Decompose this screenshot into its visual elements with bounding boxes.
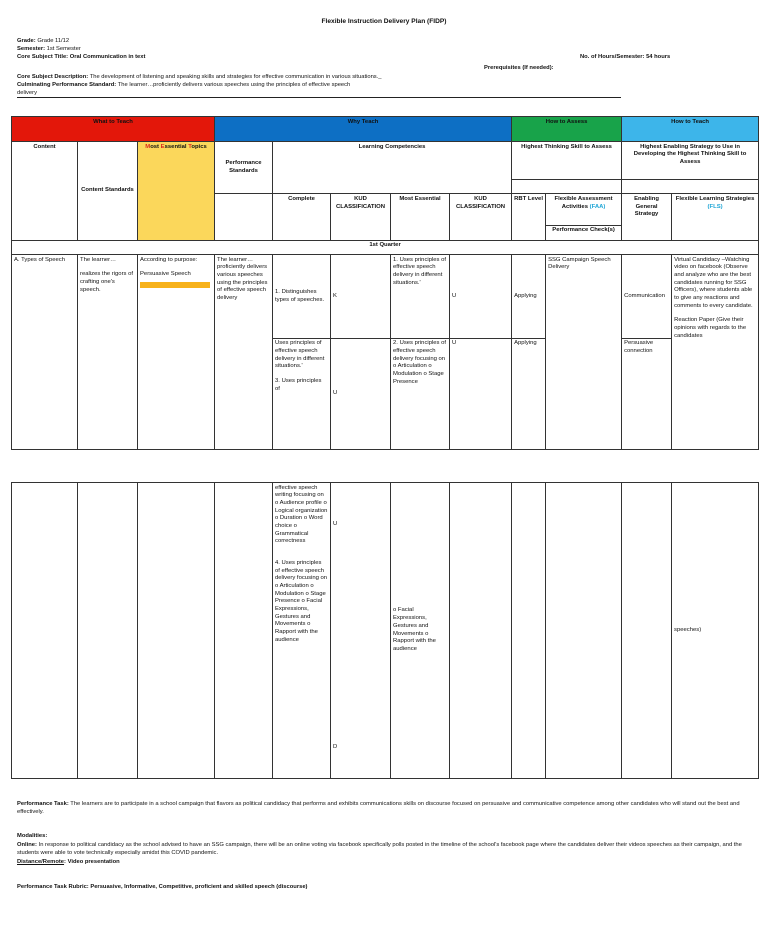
row1-competency-2: Uses principles of effective speech delivery in different situations.' 3. Uses principles of xyxy=(273,338,331,449)
performance-task: Performance Task: The learners are to participate in a school campaign that flavors as political candidacy that performs and exhibits communications skills on discourse focused on persuasive and communicative competence among other candidates who will stand out the best and effectively. xyxy=(17,801,740,816)
highlight-bar xyxy=(140,282,210,288)
row1-faa: SSG Campaign Speech Delivery xyxy=(546,255,622,450)
distance-modality: Distance/Remote: Video presentation xyxy=(17,859,120,865)
performance-standards-header: Performance Standards xyxy=(215,142,273,194)
fidp-table-1 xyxy=(11,116,759,450)
row1-essential-2: 2. Uses principles of effective speech delivery focusing on o Articulation o Modulation o Stage Presence xyxy=(391,338,450,449)
row1-kud2-1: U xyxy=(450,255,512,339)
hours-line: No. of Hours/Semester: 54 hours xyxy=(580,54,671,60)
how-to-assess-header: How to Assess xyxy=(512,117,622,142)
online-modality: Online: In response to political candidacy as the school advised to have an SSG campaign, there will be an online voting via facebook specifically polls posted in the timeline of the school's facebook page where the candidates deliver their videos speeches as their campaign, and the students were able to vote technically especially amidst this COVID pandemic. xyxy=(17,842,742,857)
row2-fls: speeches) xyxy=(672,483,759,779)
prerequisites-line: Prerequisites (If needed): xyxy=(484,65,554,71)
modalities-label: Modalities: xyxy=(17,833,48,839)
row1-topics: According to purpose: Persuasive Speech xyxy=(138,255,215,450)
row1-kud2-2: U xyxy=(450,338,512,449)
rbt-level-header: RBT Level xyxy=(512,194,546,240)
row1-standards: The learner… realizes the rigors of crafting one's speech. xyxy=(78,255,138,450)
kud-classification-header-2: KUD CLASSIFICATION xyxy=(450,194,512,240)
row1-kud-1: K xyxy=(331,255,391,339)
row1-rbt-2: Applying xyxy=(512,338,546,449)
what-to-teach-header: What to Teach xyxy=(12,117,215,142)
kud-classification-header: KUD CLASSIFICATION xyxy=(331,194,391,240)
row2-content xyxy=(12,483,78,779)
highest-enabling-header: Highest Enabling Strategy to Use in Developing the Highest Thinking Skill to Assess xyxy=(622,142,759,180)
row2-rbt xyxy=(512,483,546,779)
most-essential-header: Most Essential xyxy=(391,194,450,240)
row1-enabling-2: Persuasive connection xyxy=(622,338,672,449)
fidp-table-2 xyxy=(11,482,759,779)
task-rubric: Performance Task Rubric: Persuasive, Informative, Competitive, proficient and skilled speech (discourse) xyxy=(17,884,308,890)
row2-standards xyxy=(78,483,138,779)
row2-kud2 xyxy=(450,483,512,779)
content-header: Content xyxy=(12,142,78,240)
row2-perf-standard xyxy=(215,483,273,779)
row1-perf-standard: The learner…proficiently delivers various speeches using the principles of effective speech delivery xyxy=(215,255,273,450)
semester-line: Semester: 1st Semester xyxy=(17,46,81,52)
row2-topics xyxy=(138,483,215,779)
row1-essential-1: 1. Uses principles of effective speech delivery in different situations.' xyxy=(391,255,450,339)
row2-faa xyxy=(546,483,622,779)
row1-competency-1: 1. Distinguishes types of speeches. xyxy=(273,255,331,339)
performance-standards-blank xyxy=(215,194,273,240)
highest-thinking-header: Highest Thinking Skill to Assess xyxy=(512,142,622,180)
enabling-general-header: Enabling General Strategy xyxy=(622,194,672,240)
how-to-teach-header: How to Teach xyxy=(622,117,759,142)
row2-essential: o Facial Expressions, Gestures and Movements o Rapport with the audience xyxy=(391,483,450,779)
row1-fls: Virtual Candidacy –Watching video on facebook (Observe and analyze who are the best candidates running for SSG Officers), where students able to give any reactions and comments to every candidate. Reaction Paper (Give their opinions with regards to the candidates xyxy=(672,255,759,450)
fls-header: Flexible Learning Strategies (FLS) xyxy=(672,194,759,240)
learning-competencies-header: Learning Competencies xyxy=(273,142,512,194)
why-teach-header: Why Teach xyxy=(215,117,512,142)
performance-checks-header: Performance Check(s) xyxy=(546,225,622,240)
subject-title-line: Core Subject Title: Oral Communication in text xyxy=(17,54,146,60)
row2-kud: U D xyxy=(331,483,391,779)
document-title: Flexible Instruction Delivery Plan (FIDP) xyxy=(321,18,447,25)
row2-competencies: effective speech writing focusing on o Audience profile o Logical organization o Duration o Word choice o Grammatical correctness 4. Uses principles of effective speech delivery focusing on o Articulation o Modulation o Stage Presence o Facial Expressions, Gestures and Movements o Rapport with the audience xyxy=(273,483,331,779)
faa-header: Flexible Assessment Activities (FAA) xyxy=(546,194,622,225)
description-line: Core Subject Description: The development of listening and speaking skills and strategies for effective communication in various situations._ xyxy=(17,74,382,80)
culminating-line: Culminating Performance Standard: The learner…proficiently delivers various speeches using the principles of effective speech xyxy=(17,82,351,88)
row1-kud-2: U xyxy=(331,338,391,449)
complete-header: Complete xyxy=(273,194,331,240)
row2-enabling xyxy=(622,483,672,779)
row1-rbt-1: Applying xyxy=(512,255,546,339)
grade-line: Grade: Grade 11/12 xyxy=(17,38,70,44)
most-essential-topics-header: Most Essential Topics xyxy=(138,142,215,240)
row1-content: A. Types of Speech xyxy=(12,255,78,450)
culminating-cont: delivery xyxy=(17,90,621,98)
content-standards-header: Content Standards xyxy=(78,142,138,240)
row1-enabling-1: Communication xyxy=(622,255,672,339)
quarter-label: 1st Quarter xyxy=(12,240,759,255)
